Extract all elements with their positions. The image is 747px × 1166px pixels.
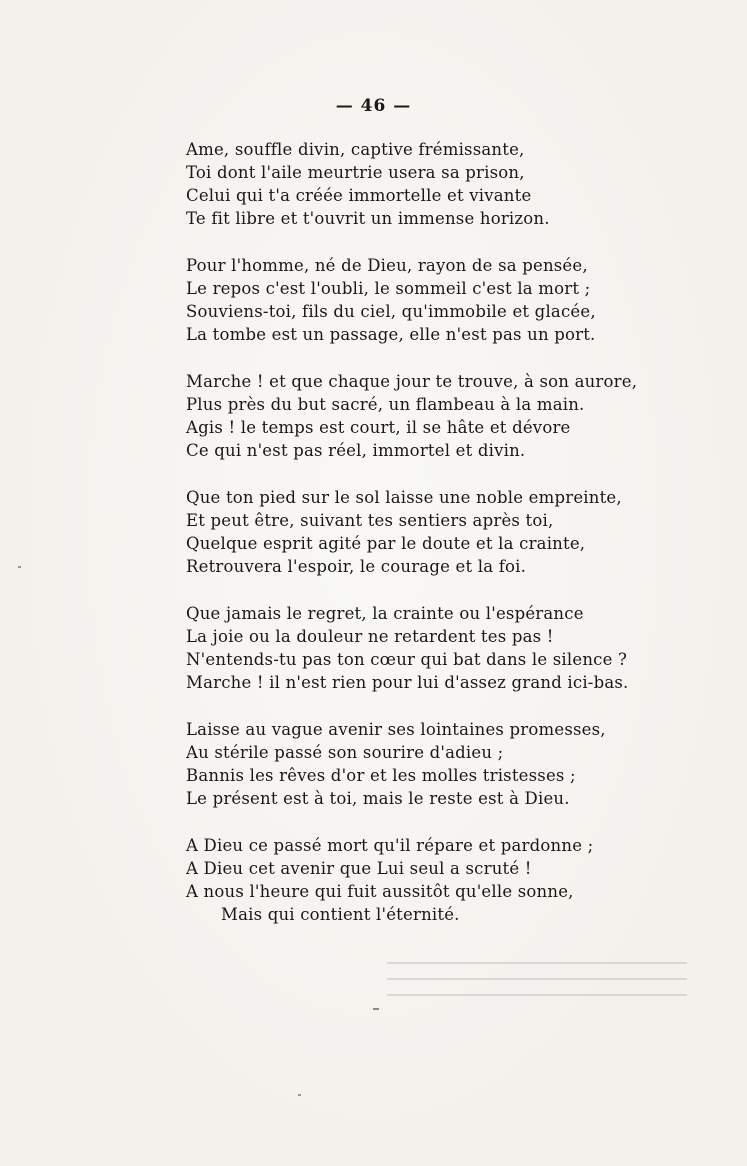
verse-line: Te fit libre et t'ouvrit un immense horizon.: [186, 209, 550, 228]
speck-mark: [298, 1094, 301, 1096]
verse-line: Marche ! et que chaque jour te trouve, à son aurore,: [186, 372, 638, 391]
stanza-5: [186, 602, 706, 694]
verse-line: Marche ! il n'est rien pour lui d'assez grand ici-bas.: [186, 673, 629, 692]
stanza-6: [186, 718, 706, 810]
stanza-7: [186, 834, 706, 926]
stanza-2: [186, 254, 706, 346]
verse-line-final: Mais qui contient l'éternité.: [221, 905, 460, 924]
stanza-3: [186, 370, 706, 462]
verse-line: Agis ! le temps est court, il se hâte et dévore: [186, 418, 571, 437]
verse-line: Souviens-toi, fils du ciel, qu'immobile et glacée,: [186, 302, 596, 321]
verse-line: Toi dont l'aile meurtrie usera sa prison,: [186, 163, 525, 182]
verse-line: A Dieu cet avenir que Lui seul a scruté !: [186, 859, 532, 878]
verse-line: Laisse au vague avenir ses lointaines promesses,: [186, 720, 606, 739]
verse-line: Que ton pied sur le sol laisse une noble empreinte,: [186, 488, 622, 507]
verse-line: Retrouvera l'espoir, le courage et la foi.: [186, 557, 527, 576]
verse-line: La joie ou la douleur ne retardent tes pas !: [186, 627, 554, 646]
bleed-through-marks: [387, 948, 687, 1018]
verse-line: Ce qui n'est pas réel, immortel et divin.: [186, 441, 526, 460]
speck-mark: [18, 566, 21, 568]
verse-line: Et peut être, suivant tes sentiers après toi,: [186, 511, 554, 530]
poem: [186, 138, 706, 950]
verse-line: N'entends-tu pas ton cœur qui bat dans le silence ?: [186, 650, 628, 669]
verse-line: Bannis les rêves d'or et les molles tristesses ;: [186, 766, 576, 785]
verse-line: Le repos c'est l'oubli, le sommeil c'est la mort ;: [186, 279, 591, 298]
verse-line: Au stérile passé son sourire d'adieu ;: [186, 743, 504, 762]
verse-line: La tombe est un passage, elle n'est pas un port.: [186, 325, 596, 344]
speck-mark: [373, 1008, 379, 1010]
verse-line: Celui qui t'a créée immortelle et vivante: [186, 186, 532, 205]
page-number: — 46 —: [335, 96, 412, 116]
verse-line: Pour l'homme, né de Dieu, rayon de sa pensée,: [186, 256, 588, 275]
verse-line: A Dieu ce passé mort qu'il répare et pardonne ;: [186, 836, 594, 855]
verse-line: A nous l'heure qui fuit aussitôt qu'elle sonne,: [186, 882, 574, 901]
stanza-4: [186, 486, 706, 578]
verse-line: Plus près du but sacré, un flambeau à la main.: [186, 395, 585, 414]
verse-line: Quelque esprit agité par le doute et la crainte,: [186, 534, 586, 553]
stanza-1: [186, 138, 706, 230]
verse-line: Ame, souffle divin, captive frémissante,: [186, 140, 525, 159]
verse-line: Que jamais le regret, la crainte ou l'espérance: [186, 604, 584, 623]
verse-line: Le présent est à toi, mais le reste est à Dieu.: [186, 789, 570, 808]
